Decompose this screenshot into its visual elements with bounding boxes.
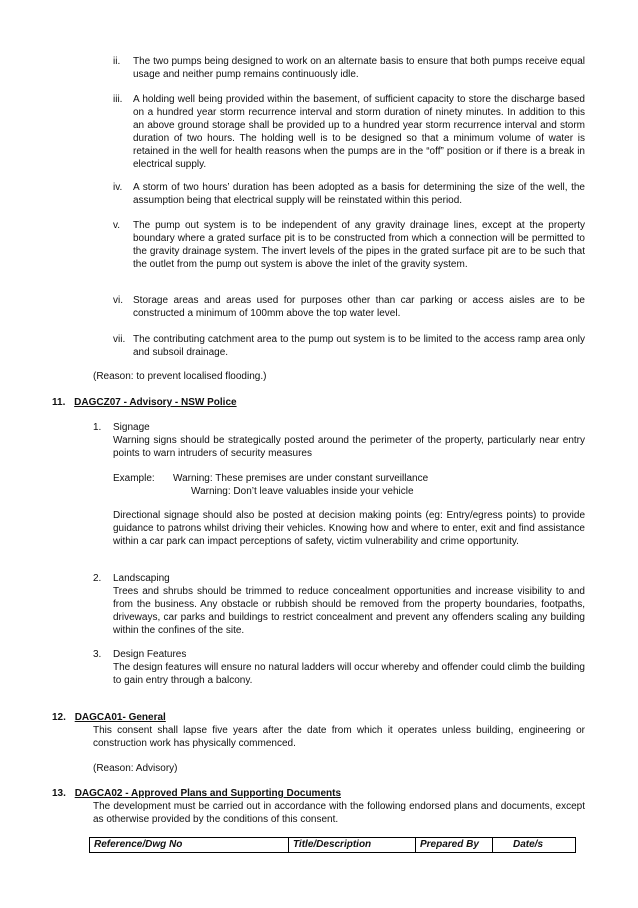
condition-paragraph: The pump out system is to be independent of any gravity drainage lines, except at the property boundary where a grated surface pit is to be constructed from which a connection will be permitted to the gravity drainage system. The invert levels of the pipes in the grated surface pit are to be such that the outlet from the pump out system is above the inlet of the gravity system. — [133, 220, 585, 270]
section-title: DAGCA01- General — [74, 712, 166, 723]
reason-text: (Reason: to prevent localised flooding.) — [93, 371, 267, 382]
item-number: iv. — [113, 182, 123, 193]
condition-paragraph: A storm of two hours’ duration has been adopted as a basis for determining the size of the well, the assumption being that electrical supply will be reinstated within this period. — [133, 182, 585, 206]
reason-text: (Reason: Advisory) — [93, 763, 178, 774]
item-number: vi. — [113, 295, 123, 306]
section-title: DAGCA02 - Approved Plans and Supporting Documents — [74, 788, 342, 799]
condition-paragraph: The contributing catchment area to the pump out system is to be limited to the access ramp area only and subsoil drainage. — [133, 334, 585, 358]
item-number: ii. — [113, 56, 121, 67]
item-number: 2. — [93, 573, 102, 584]
item-paragraph: Warning signs should be strategically posted around the perimeter of the property, particularly near entry points to warn intruders of security measures — [113, 435, 585, 459]
item-number: 1. — [93, 422, 102, 433]
example-label: Example: — [113, 473, 155, 484]
item-number: v. — [113, 220, 121, 231]
item-number: vii. — [113, 334, 126, 345]
item-number: iii. — [113, 94, 123, 105]
item-heading: Design Features — [113, 649, 187, 660]
column-header: Prepared By — [416, 838, 493, 853]
section-number: 12. — [52, 712, 66, 723]
item-paragraph: The design features will ensure no natural ladders will occur whereby and offender could climb the building to gain entry through a balcony. — [113, 662, 585, 686]
condition-paragraph: The two pumps being designed to work on an alternate basis to ensure that both pumps receive equal usage and neither pump remains continuously idle. — [133, 56, 585, 80]
example-line: Warning: These premises are under constant surveillance — [173, 473, 429, 484]
section-paragraph: This consent shall lapse five years after the date from which it operates unless building, engineering or construction work has physically commenced. — [93, 725, 585, 749]
condition-paragraph: A holding well being provided within the basement, of sufficient capacity to store the discharge based on a hundred year storm recurrence interval and storm duration of ninety minutes. In addition to this an above ground storage shall be provided up to a hundred year storm recurrence interval and storm duration of two hours. The holding well is to be designed so that a minimum volume of water is retained in the well for health reasons when the pumps are in the “off” position or if there is a break in electrical supply. — [133, 94, 585, 170]
item-paragraph: Trees and shrubs should be trimmed to reduce concealment opportunities and increase visibility to and from the business. Any obstacle or rubbish should be removed from the property boundaries, footpaths, driveways, car parks and buildings to restrict concealment and prevent any offenders scaling any building within the confines of the site. — [113, 586, 585, 636]
approved-plans-table — [89, 837, 576, 853]
item-paragraph: Directional signage should also be posted at decision making points (eg: Entry/egress points) to provide guidance to patrons whilst driving their vehicles. Knowing how and where to enter, exit and find assistance within a car park can impact perceptions of safety, victim vulnerability and crime opportunity. — [113, 510, 585, 547]
item-number: 3. — [93, 649, 102, 660]
table-header-row — [90, 838, 576, 853]
item-heading: Landscaping — [113, 573, 170, 584]
section-number: 11. — [52, 397, 66, 408]
column-header: Title/Description — [289, 838, 416, 853]
column-header: Date/s — [493, 838, 576, 853]
column-header: Reference/Dwg No — [90, 838, 289, 853]
section-paragraph: The development must be carried out in accordance with the following endorsed plans and documents, except as otherwise provided by the conditions of this consent. — [93, 801, 585, 825]
example-line: Warning: Don’t leave valuables inside your vehicle — [191, 486, 414, 497]
section-heading — [52, 396, 237, 409]
section-title: DAGCZ07 - Advisory - NSW Police — [74, 397, 237, 408]
section-number: 13. — [52, 788, 66, 799]
item-heading: Signage — [113, 422, 150, 433]
section-heading — [52, 787, 341, 800]
section-heading — [52, 711, 166, 724]
condition-paragraph: Storage areas and areas used for purposes other than car parking or access aisles are to be constructed a minimum of 100mm above the top water level. — [133, 295, 585, 319]
